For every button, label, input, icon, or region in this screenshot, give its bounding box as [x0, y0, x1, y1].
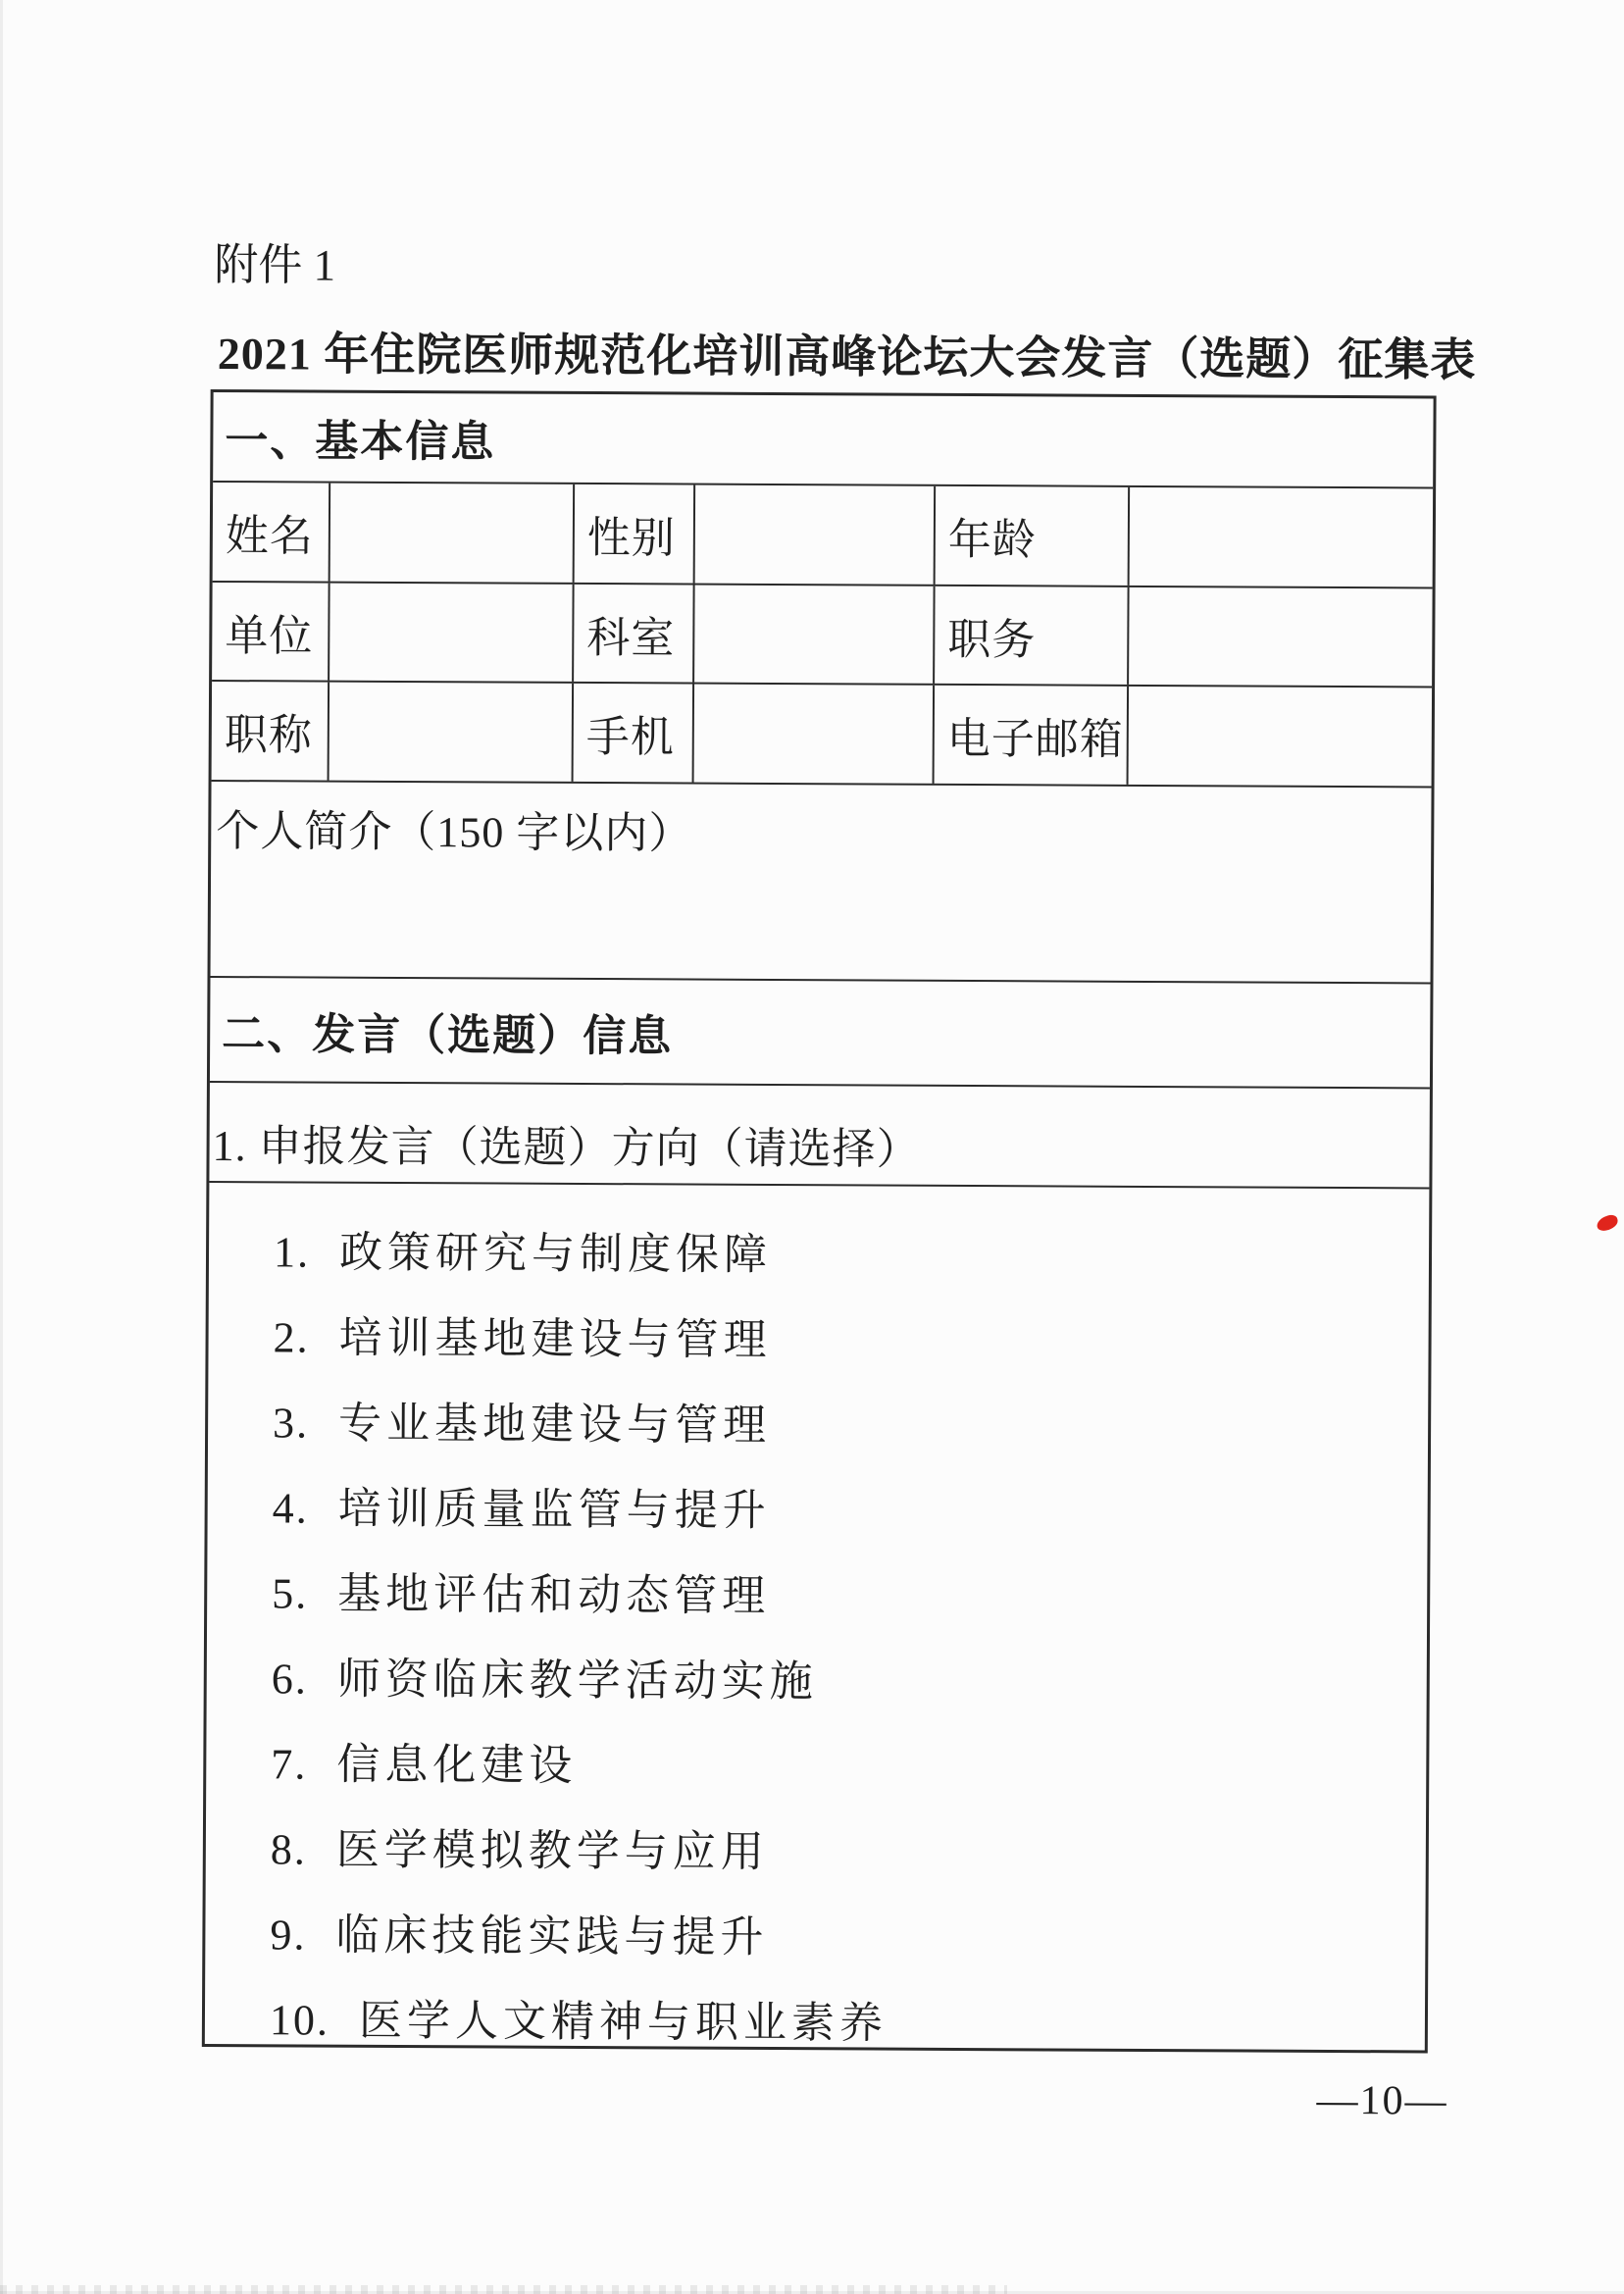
- input-position-cell: [1129, 587, 1433, 687]
- label-department: 科室: [574, 585, 695, 683]
- section1-header: 一、基本信息: [213, 392, 1433, 489]
- label-name: 姓名: [213, 483, 331, 582]
- question-label: 1. 申报发言（选题）方向（请选择）: [212, 1121, 921, 1174]
- label-mobile: 手机: [574, 684, 695, 783]
- option-text: 基地评估和动态管理: [337, 1569, 771, 1620]
- option-item-10: [270, 1984, 1425, 2050]
- option-item-1: [274, 1216, 1429, 1307]
- option-item-2: [273, 1301, 1428, 1393]
- option-item-9: [270, 1899, 1425, 1990]
- input-age-cell: [1130, 487, 1434, 587]
- label-email: 电子邮箱: [935, 686, 1130, 785]
- option-item-4: [272, 1472, 1427, 1563]
- option-text: 政策研究与制度保障: [338, 1228, 773, 1279]
- option-item-5: [272, 1557, 1427, 1649]
- option-number: 8.: [270, 1825, 307, 1874]
- options-list: [205, 1183, 1430, 2051]
- option-number: 4.: [272, 1484, 309, 1533]
- option-number: 9.: [270, 1911, 307, 1960]
- input-title-rank-cell: [330, 683, 575, 782]
- options-cell: [205, 1183, 1430, 2051]
- input-unit-cell: [330, 584, 575, 682]
- label-title-rank: 职称: [212, 682, 330, 781]
- option-number: 7.: [271, 1740, 308, 1789]
- option-text: 医学人文精神与职业素养: [358, 1996, 888, 2048]
- page-title: 2021 年住院医师规范化培训高峰论坛大会发言（选题）征集表: [217, 329, 1477, 385]
- scan-edge-artifact: [0, 0, 3, 2294]
- option-text: 培训质量监管与提升: [337, 1484, 771, 1535]
- input-name-cell: [330, 484, 576, 583]
- option-number: 3.: [273, 1399, 310, 1448]
- page-number: —10—: [1316, 2077, 1448, 2124]
- label-position: 职务: [935, 586, 1130, 685]
- attachment-label: 附件 1: [214, 239, 336, 290]
- option-text: 专业基地建设与管理: [338, 1399, 772, 1450]
- label-gender: 性别: [575, 484, 696, 584]
- profile-label: 个人简介（150 字以内）: [216, 807, 693, 858]
- input-department-cell: [694, 586, 936, 684]
- option-number: 6.: [271, 1655, 308, 1704]
- option-number: 1.: [273, 1228, 311, 1277]
- collection-form-table: [202, 389, 1437, 2054]
- label-age: 年龄: [936, 486, 1131, 586]
- profile-cell: [211, 782, 1432, 985]
- option-item-6: [272, 1643, 1427, 1734]
- question-row: [209, 1083, 1430, 1190]
- table-row: [213, 483, 1434, 589]
- option-number: 10.: [269, 1996, 330, 2045]
- option-text: 培训基地建设与管理: [338, 1313, 772, 1364]
- option-item-7: [271, 1728, 1426, 1819]
- option-text: 临床技能实践与提升: [335, 1911, 769, 1962]
- table-row: [212, 682, 1433, 789]
- input-gender-cell: [695, 485, 937, 585]
- option-number: 5.: [272, 1569, 309, 1618]
- input-email-cell: [1129, 687, 1433, 787]
- option-text: 医学模拟教学与应用: [335, 1825, 769, 1876]
- table-row: [212, 583, 1433, 688]
- option-item-3: [273, 1387, 1428, 1478]
- option-text: 信息化建设: [336, 1740, 578, 1790]
- section2-header: 二、发言（选题）信息: [210, 978, 1431, 1090]
- label-unit: 单位: [212, 583, 330, 681]
- input-mobile-cell: [694, 685, 936, 784]
- option-text: 师资临床教学活动实施: [336, 1655, 818, 1707]
- option-number: 2.: [273, 1313, 310, 1362]
- option-item-8: [271, 1813, 1426, 1905]
